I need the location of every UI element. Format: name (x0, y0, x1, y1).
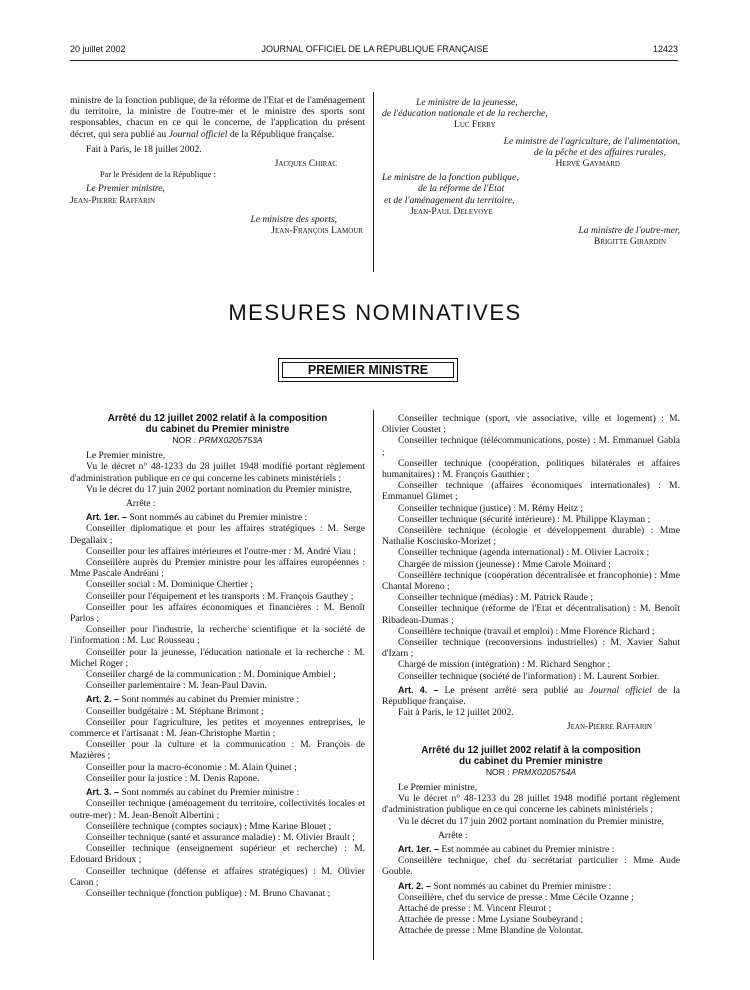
article-2-heading: Art. 2. – Sont nommés au cabinet du Premier ministre : (86, 694, 300, 706)
appointment: Conseiller technique (société de l'information) : M. Laurent Sorbier. (398, 670, 660, 682)
bottom-right-column (382, 413, 680, 937)
appointment: Conseiller social : M. Dominique Chertier ; (86, 579, 254, 591)
arrete-1-title-line1: Arrêté du 12 juillet 2002 relatif à la composition (107, 413, 328, 424)
fp-minister-title-1: Le ministre de la fonction publique, (382, 172, 519, 184)
agriculture-minister-title-2: de la pêche et des affaires rurales, (533, 146, 666, 158)
appointment: Conseiller pour la culture et la communication : M. François de Mazières ; (70, 739, 365, 762)
appointment: Conseiller technique (agenda international) : M. Olivier Lacroix ; (398, 547, 650, 559)
text-line: Le Premier ministre, (398, 781, 478, 793)
appointment: Conseiller technique (reconversions industrielles) : M. Xavier Sahut d'Izarn ; (382, 637, 680, 660)
appointment: Conseiller technique (fonction publique) : M. Bruno Chavanat ; (86, 887, 331, 899)
appointment: Conseillère technique (travail et emploi) : Mme Florence Richard ; (398, 625, 655, 637)
appointment: Conseiller technique (sport, vie associative, ville et logement) : M. Olivier Coustet ; (382, 413, 680, 436)
appointment: Conseiller technique (médias) : M. Patrick Raude ; (398, 592, 594, 604)
text-line: Vu le décret du 17 juin 2002 portant nomination du Premier ministre, (398, 815, 664, 827)
appointment: Chargée de mission (jeunesse) : Mme Carole Moinard ; (398, 558, 611, 570)
appointment: Conseiller pour l'équipement et les transports : M. François Gauthey ; (86, 590, 354, 602)
arrete-2-title-line1: Arrêté du 12 juillet 2002 relatif à la composition (421, 744, 641, 756)
jeunesse-minister-signature: Luc Ferry (454, 119, 496, 131)
appointment: Conseillère technique, chef du secrétariat particulier : Mme Aude Gouble. (382, 855, 680, 878)
arrete-2-nor: NOR : PRMX0205754A (485, 766, 577, 777)
appointment: Conseiller technique (enseignement supérieur et recherche) : M. Edouard Bridoux ; (70, 843, 365, 866)
appointment: Conseiller technique (réforme de l'Etat et décentralisation) : M. Benoît Ribadeau-Dumas ; (382, 603, 680, 626)
appointment: Conseiller technique (coopération, politiques bilatérales et affaires humanitaires) : M. François Gauthier ; (382, 457, 680, 481)
appointment: Conseiller pour l'agriculture, les petites et moyennes entreprises, le commerce et l'artisanat : M. Jean-Christophe Martin ; (70, 716, 365, 740)
header-journal-title: JOURNAL OFFICIEL DE LA RÉPUBLIQUE FRANÇAISE (261, 44, 489, 54)
arrete-1-signature: Jean-Pierre Raffarin (566, 721, 652, 733)
top-left-column (70, 95, 365, 236)
text-line: Le Premier ministre, (86, 450, 166, 462)
appointment: Conseiller pour l'industrie, la recherche scientifique et la société de l'information : M. Luc Rousseau ; (70, 624, 365, 647)
par-le-president: Par le Président de la République : (100, 170, 216, 180)
appointment: Conseiller technique (télécommunications, poste) : M. Emmanuel Gabla ; (382, 435, 680, 458)
fp-minister-title-2: de la réforme de l'Etat (418, 183, 505, 195)
appointment: Attachée de presse : Mme Blandine de Volontat. (398, 925, 584, 937)
appointment: Conseiller pour les affaires économiques et financières : M. Benoît Parlos ; (70, 601, 365, 625)
fait-a-paris-2: Fait à Paris, le 12 juillet 2002. (398, 707, 514, 719)
arrete-word: Arrête : (126, 498, 156, 510)
column-divider-top (373, 92, 374, 272)
fp-minister-title-3: et de l'aménagement du territoire, (384, 194, 515, 206)
agriculture-minister-signature: Hervé Gaymard (555, 158, 620, 170)
outre-mer-minister-title: La ministre de l'outre-mer, (578, 225, 680, 237)
appointment: Conseiller diplomatique et pour les affaires stratégiques : M. Serge Degallaix ; (70, 523, 365, 546)
appointment: Conseillère auprès du Premier ministre pour les affaires européennes : Mme Pascale Andréani ; (70, 557, 365, 580)
article-2b-heading: Art. 2. – Sont nommés au cabinet du Premier ministre : (398, 880, 612, 892)
arrete-2-title-line2: du cabinet du Premier ministre (459, 755, 603, 767)
arrete-1-title-line2: du cabinet du Premier ministre (145, 424, 290, 435)
appointment: Conseiller technique (affaires économiques internationales) : M. Emmanuel Glimet ; (382, 480, 680, 503)
signature-president: Jacques Chirac (274, 158, 337, 170)
decree-closing-paragraph: ministre de la fonction publique, de la réforme de l'Etat et de l'aménagement du territoire, la ministre de l'outre-mer et le ministre des sports sont responsables, chacun en ce qui le concerne, de l'application du présent décret, qui sera publié au Journal officiel de la République française. (70, 95, 365, 140)
column-divider-bottom (373, 410, 374, 960)
pm-title: Le Premier ministre, (86, 183, 165, 195)
ministry-box-label: PREMIER MINISTRE (282, 362, 454, 378)
appointment: Conseillère, chef du service de presse : Mme Cécile Ozanne ; (398, 891, 634, 903)
appointment: Conseiller technique (santé et assurance maladie) : M. Olivier Brault ; (86, 831, 355, 843)
appointment: Conseiller budgétaire : M. Stéphane Brimont ; (86, 705, 264, 717)
arrete-1-nor: NOR : PRMX0205753A (172, 435, 263, 445)
header-page-number: 12423 (652, 44, 678, 54)
article-4-heading: Art. 4. – Le présent arrêté sera publié au Journal officiel de la République française. (382, 684, 681, 708)
appointment: Attachée de presse : Mme Lysiane Soubeyrand ; (398, 914, 584, 926)
bottom-left-column (70, 413, 365, 899)
jeunesse-minister-title-2: de l'éducation nationale et de la recherche, (382, 108, 548, 120)
sports-minister-signature: Jean-François Lamour (271, 225, 363, 237)
appointment: Conseiller technique (défense et affaires stratégiques) : M. Olivier Caron ; (70, 865, 365, 888)
jeunesse-minister-title-1: Le ministre de la jeunesse, (416, 97, 518, 108)
text-line: Vu le décret du 17 juin 2002 portant nomination du Premier ministre, (86, 483, 352, 495)
appointment: Conseiller chargé de la communication : M. Dominique Ambiel ; (86, 669, 336, 681)
appointment: Conseiller pour la macro-économie : M. Alain Quinet ; (86, 761, 297, 773)
agriculture-minister-title-1: Le ministre de l'agriculture, de l'alimentation, (503, 135, 680, 147)
appointment: Conseiller parlementaire : M. Jean-Paul Davin. (86, 680, 267, 692)
header-rule (70, 60, 678, 61)
appointment: Chargé de mission (intégration) : M. Richard Senghor ; (398, 659, 611, 671)
appointment: Conseiller pour la jeunesse, l'éducation nationale et la recherche : M. Michel Roger ; (70, 646, 365, 669)
text-line: Vu le décret n° 48-1233 du 28 juillet 1948 modifié portant règlement d'administration publique en ce qui concerne les cabinets ministériels ; (70, 461, 365, 484)
appointment: Attaché de presse : M. Vincent Fleurot ; (398, 902, 552, 914)
article-1b-heading: Art. 1er. – Est nommée au cabinet du Premier ministre : (398, 843, 615, 855)
sports-minister-title: Le ministre des sports, (250, 213, 337, 225)
appointment: Conseiller technique (justice) : M. Rémy Heitz ; (398, 502, 583, 514)
fait-a-paris: Fait à Paris, le 18 juillet 2002. (86, 143, 202, 155)
appointment: Conseillère technique (coopération décentralisée et francophonie) : Mme Chantal Moreno ; (382, 569, 680, 593)
header-date: 20 juillet 2002 (70, 44, 126, 54)
appointment: Conseiller pour la justice : M. Denis Rapone. (86, 772, 260, 784)
pm-signature: Jean-Pierre Raffarin (70, 194, 156, 206)
appointment: Conseillère technique (écologie et développement durable) : Mme Nathalie Kosciusko-Morizet ; (382, 525, 680, 548)
appointment: Conseiller pour les affaires intérieures et l'outre-mer : M. André Viau ; (86, 545, 356, 557)
outre-mer-minister-signature: Brigitte Girardin (593, 236, 666, 248)
article-3-heading: Art. 3. – Sont nommés au cabinet du Premier ministre : (86, 787, 300, 799)
appointment: Conseiller technique (aménagement du territoire, collectivités locales et outre-mer) : M. Jean-Benoît Albertini ; (70, 798, 365, 821)
fp-minister-signature: Jean-Paul Delevoye (410, 205, 493, 217)
arrete-word-2: Arrête : (438, 829, 468, 841)
appointment: Conseillère technique (comptes sociaux) : Mme Karine Blouet ; (86, 820, 332, 832)
top-right-column (382, 97, 680, 247)
ministry-box (278, 358, 458, 382)
section-title: MESURES NOMINATIVES (228, 300, 522, 325)
article-1-heading: Art. 1er. – Sont nommés au cabinet du Premier ministre : (86, 512, 308, 524)
appointment: Conseiller technique (sécurité intérieure) : M. Philippe Klayman ; (398, 513, 651, 525)
text-line: Vu le décret n° 48-1233 du 28 juillet 1948 modifié portant règlement d'administration publique en ce qui concerne les cabinets ministériels ; (382, 793, 680, 816)
